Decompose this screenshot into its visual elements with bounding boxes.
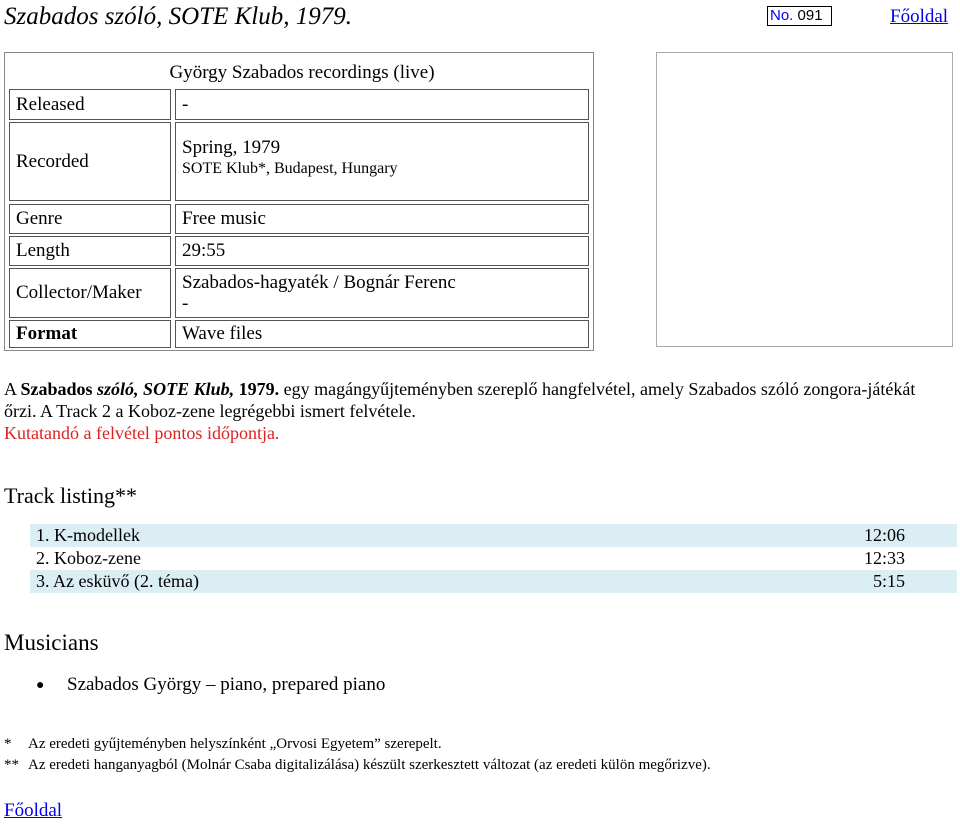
footnote — [4, 755, 711, 776]
tracklist-heading: Track listing** — [4, 483, 138, 508]
home-link-top[interactable]: Főoldal — [890, 6, 949, 27]
footnote-mark: * — [4, 736, 12, 752]
desc-year: 1979. — [234, 379, 280, 399]
collector-value — [175, 268, 589, 318]
description — [4, 378, 944, 444]
desc-name-italic: szóló, SOTE Klub, — [97, 379, 235, 399]
maker-name: - — [182, 293, 189, 314]
desc-name: Szabados — [20, 379, 98, 399]
collector-name: Szabados-hagyaték / Bognár Ferenc — [182, 272, 456, 293]
collector-label: Collector/Maker — [9, 268, 171, 318]
track-duration: 5:15 — [872, 571, 905, 591]
released-value: - — [175, 89, 589, 120]
footnote-mark: ** — [4, 757, 19, 773]
recorded-date: Spring, 1979 — [182, 137, 281, 158]
cover-image-placeholder — [656, 52, 953, 347]
desc-prefix: A — [4, 379, 21, 399]
track-row — [30, 524, 957, 547]
track-title: 2. Koboz-zene — [36, 548, 141, 568]
musician-text: Szabados György – piano, prepared piano — [67, 674, 386, 695]
catalog-no-value: 091 — [797, 7, 823, 24]
format-value: Wave files — [175, 320, 589, 348]
page-title: Szabados szóló, SOTE Klub, 1979. — [4, 3, 352, 30]
desc-body: egy magángyűjteményben szereplő hangfelvétel, amely Szabados szóló zongora-játékát őrzi. A Track 2 a Koboz-zene legrégebbi ismert felvétele. — [4, 379, 916, 421]
footnote-text: Az eredeti hanganyagból (Molnár Csaba digitalizálása) készült szerkesztett változat (az eredeti külön megőrizve). — [28, 757, 711, 773]
recorded-label: Recorded — [9, 122, 171, 201]
catalog-number — [767, 6, 832, 26]
home-link-bottom[interactable]: Főoldal — [4, 800, 63, 821]
bullet-icon: ● — [36, 678, 45, 693]
length-label: Length — [9, 236, 171, 266]
track-row — [30, 547, 957, 570]
track-duration: 12:06 — [863, 525, 905, 545]
recorded-value — [175, 122, 589, 201]
track-title: 1. K-modellek — [36, 525, 140, 545]
desc-research-note: Kutatandó a felvétel pontos időpontja. — [4, 423, 280, 443]
genre-value: Free music — [175, 204, 589, 234]
track-title: 3. Az esküvő (2. téma) — [36, 571, 199, 591]
catalog-no-label: No. — [770, 7, 794, 24]
footnote-text: Az eredeti gyűjteményben helyszínként „Orvosi Egyetem” szerepelt. — [28, 736, 442, 752]
recorded-place: SOTE Klub*, Budapest, Hungary — [182, 160, 398, 177]
format-label: Format — [9, 320, 171, 348]
length-value: 29:55 — [175, 236, 589, 266]
info-table — [4, 52, 594, 351]
released-label: Released — [9, 89, 171, 120]
info-header: György Szabados recordings (live) — [169, 62, 435, 83]
footnotes — [4, 734, 711, 776]
track-row — [30, 570, 957, 593]
tracklist — [30, 524, 957, 593]
footnote — [4, 734, 711, 755]
musicians-heading: Musicians — [4, 630, 99, 655]
track-duration: 12:33 — [863, 548, 905, 568]
genre-label: Genre — [9, 204, 171, 234]
